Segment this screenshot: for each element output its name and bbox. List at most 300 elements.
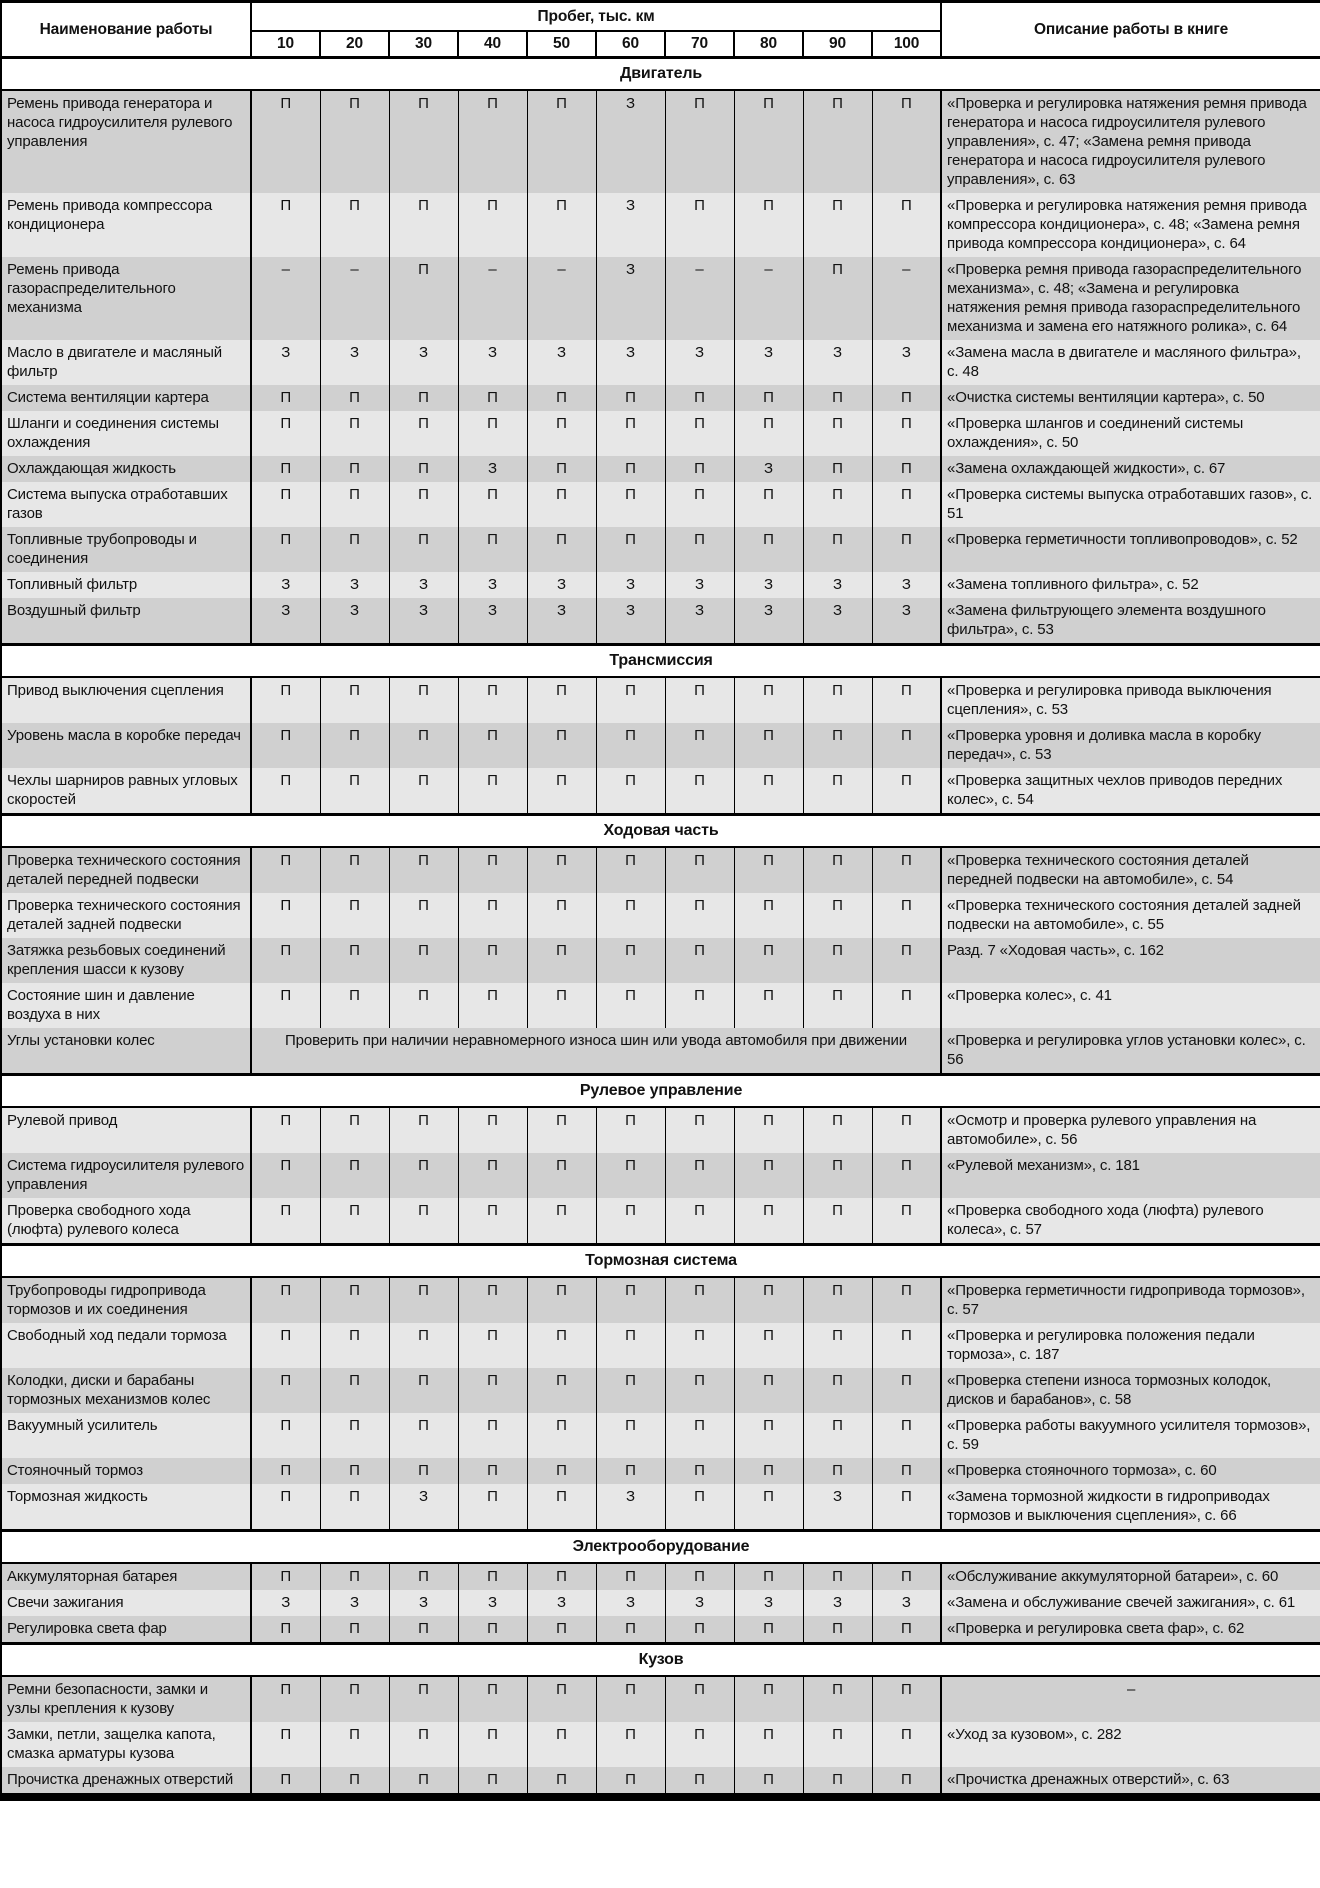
mark-cell: П <box>734 1368 803 1413</box>
mark-cell: П <box>527 1153 596 1198</box>
mark-cell: З <box>596 1590 665 1616</box>
mark-cell: П <box>320 768 389 815</box>
mileage-tick-10: 10 <box>251 31 320 58</box>
mark-cell: П <box>803 768 872 815</box>
work-name-cell: Система выпуска отработавших газов <box>1 482 251 527</box>
table-row <box>1 893 1320 938</box>
mark-cell: П <box>596 411 665 456</box>
mark-cell: П <box>527 90 596 193</box>
mark-cell: П <box>803 385 872 411</box>
mark-cell: З <box>527 572 596 598</box>
mark-cell: П <box>872 1484 941 1531</box>
mark-cell: П <box>803 482 872 527</box>
work-name-cell: Тормозная жидкость <box>1 1484 251 1531</box>
mark-cell: П <box>527 983 596 1028</box>
mark-cell: П <box>527 1563 596 1590</box>
table-row <box>1 1767 1320 1797</box>
work-name-cell: Затяжка резьбовых соединений крепления шасси к кузову <box>1 938 251 983</box>
mark-cell: П <box>596 1277 665 1323</box>
table-row <box>1 847 1320 893</box>
mark-cell: П <box>458 1722 527 1767</box>
mark-cell: П <box>458 938 527 983</box>
mileage-tick-90: 90 <box>803 31 872 58</box>
mark-cell: П <box>527 677 596 723</box>
section-header-row <box>1 1245 1320 1278</box>
mark-cell: П <box>389 1563 458 1590</box>
description-cell: «Рулевой механизм», с. 181 <box>941 1153 1320 1198</box>
mark-cell: З <box>734 340 803 385</box>
work-name-cell: Воздушный фильтр <box>1 598 251 645</box>
description-cell: «Проверка степени износа тормозных колодок, дисков и барабанов», с. 58 <box>941 1368 1320 1413</box>
mark-cell: П <box>803 1198 872 1245</box>
mark-cell: П <box>251 1563 320 1590</box>
mark-cell: П <box>872 1676 941 1722</box>
mark-cell: П <box>803 1413 872 1458</box>
mark-cell: З <box>527 598 596 645</box>
mark-cell: П <box>251 1767 320 1797</box>
section-header-row <box>1 1531 1320 1564</box>
mark-cell: П <box>734 1484 803 1531</box>
mark-cell: П <box>389 1676 458 1722</box>
mark-cell: П <box>803 677 872 723</box>
section-header-row <box>1 815 1320 848</box>
mileage-span-note-cell: Проверить при наличии неравномерного износа шин или увода автомобиля при движении <box>251 1028 941 1075</box>
mark-cell: П <box>389 723 458 768</box>
section-header-row <box>1 1644 1320 1677</box>
mark-cell: З <box>665 340 734 385</box>
mark-cell: П <box>734 90 803 193</box>
mark-cell: П <box>251 1722 320 1767</box>
mark-cell: П <box>251 527 320 572</box>
table-row <box>1 1590 1320 1616</box>
mark-cell: П <box>872 1722 941 1767</box>
mark-cell: П <box>596 938 665 983</box>
work-name-cell: Ремень привода генератора и насоса гидроусилителя рулевого управления <box>1 90 251 193</box>
mileage-tick-100: 100 <box>872 31 941 58</box>
mark-cell: П <box>320 677 389 723</box>
description-cell: «Очистка системы вентиляции картера», с. 50 <box>941 385 1320 411</box>
mark-cell: П <box>734 1722 803 1767</box>
work-name-cell: Шланги и соединения системы охлаждения <box>1 411 251 456</box>
mark-cell: П <box>389 1107 458 1153</box>
mark-cell: П <box>389 893 458 938</box>
work-name-cell: Замки, петли, защелка капота, смазка арматуры кузова <box>1 1722 251 1767</box>
mark-cell: П <box>389 1413 458 1458</box>
mark-cell: П <box>458 847 527 893</box>
mark-cell: П <box>734 1153 803 1198</box>
table-row <box>1 723 1320 768</box>
mark-cell: П <box>527 527 596 572</box>
mark-cell: П <box>872 193 941 257</box>
mark-cell: П <box>665 1198 734 1245</box>
description-cell: «Проверка шлангов и соединений системы охлаждения», с. 50 <box>941 411 1320 456</box>
work-name-cell: Топливные трубопроводы и соединения <box>1 527 251 572</box>
table-row <box>1 983 1320 1028</box>
mark-cell: П <box>803 1458 872 1484</box>
mark-cell: – <box>458 257 527 340</box>
mark-cell: П <box>596 1722 665 1767</box>
mark-cell: П <box>734 1458 803 1484</box>
mark-cell: П <box>527 1107 596 1153</box>
mark-cell: П <box>458 1277 527 1323</box>
mark-cell: П <box>803 938 872 983</box>
mark-cell: П <box>320 1277 389 1323</box>
work-name-cell: Охлаждающая жидкость <box>1 456 251 482</box>
table-row <box>1 1484 1320 1531</box>
mark-cell: З <box>527 1590 596 1616</box>
description-cell: «Проверка и регулировка света фар», с. 62 <box>941 1616 1320 1644</box>
mark-cell: П <box>251 411 320 456</box>
mark-cell: П <box>320 847 389 893</box>
mark-cell: П <box>389 1198 458 1245</box>
mark-cell: П <box>734 983 803 1028</box>
mark-cell: П <box>320 1616 389 1644</box>
mark-cell: П <box>596 1458 665 1484</box>
mark-cell: П <box>665 1676 734 1722</box>
table-row <box>1 1563 1320 1590</box>
mark-cell: П <box>872 1458 941 1484</box>
mark-cell: З <box>872 598 941 645</box>
table-row <box>1 1413 1320 1458</box>
mark-cell: З <box>734 572 803 598</box>
mark-cell: П <box>389 1277 458 1323</box>
table-row <box>1 1107 1320 1153</box>
mark-cell: П <box>389 411 458 456</box>
mark-cell: П <box>734 1413 803 1458</box>
table-row <box>1 1458 1320 1484</box>
mark-cell: П <box>320 456 389 482</box>
description-cell: «Проверка и регулировка натяжения ремня привода генератора и насоса гидроусилителя рулевого управления», с. 47; «Замена ремня привода генератора и насоса гидроусилителя рулевого управления», с. 63 <box>941 90 1320 193</box>
mark-cell: П <box>665 1368 734 1413</box>
mark-cell: П <box>803 1368 872 1413</box>
table-header <box>1 2 1320 58</box>
mark-cell: П <box>320 411 389 456</box>
mark-cell: З <box>734 598 803 645</box>
mark-cell: П <box>527 1368 596 1413</box>
mileage-tick-20: 20 <box>320 31 389 58</box>
mark-cell: П <box>665 411 734 456</box>
mark-cell: П <box>320 893 389 938</box>
table-body <box>1 58 1320 1798</box>
mark-cell: П <box>320 1484 389 1531</box>
mark-cell: З <box>320 572 389 598</box>
description-cell: Разд. 7 «Ходовая часть», с. 162 <box>941 938 1320 983</box>
work-name-cell: Углы установки колес <box>1 1028 251 1075</box>
work-name-cell: Система гидроусилителя рулевого управления <box>1 1153 251 1198</box>
mark-cell: П <box>803 1323 872 1368</box>
mark-cell: П <box>320 1458 389 1484</box>
mark-cell: П <box>596 385 665 411</box>
col-header-mileage: Пробег, тыс. км <box>251 2 941 32</box>
mark-cell: П <box>596 1323 665 1368</box>
mark-cell: П <box>665 456 734 482</box>
mark-cell: П <box>320 1198 389 1245</box>
mark-cell: П <box>803 1153 872 1198</box>
mark-cell: П <box>734 1616 803 1644</box>
work-name-cell: Свободный ход педали тормоза <box>1 1323 251 1368</box>
work-name-cell: Стояночный тормоз <box>1 1458 251 1484</box>
description-cell: «Замена топливного фильтра», с. 52 <box>941 572 1320 598</box>
mark-cell: П <box>527 1676 596 1722</box>
mark-cell: П <box>803 90 872 193</box>
mark-cell: З <box>596 257 665 340</box>
section-title: Тормозная система <box>1 1245 1320 1278</box>
mark-cell: П <box>527 1767 596 1797</box>
section-title: Трансмиссия <box>1 645 1320 678</box>
mark-cell: П <box>803 193 872 257</box>
mark-cell: П <box>872 385 941 411</box>
table-row <box>1 527 1320 572</box>
mark-cell: З <box>458 1590 527 1616</box>
work-name-cell: Система вентиляции картера <box>1 385 251 411</box>
mark-cell: П <box>665 385 734 411</box>
mark-cell: П <box>527 723 596 768</box>
mark-cell: П <box>458 983 527 1028</box>
mark-cell: З <box>320 598 389 645</box>
table-row <box>1 90 1320 193</box>
mark-cell: – <box>734 257 803 340</box>
mark-cell: П <box>665 1484 734 1531</box>
mark-cell: П <box>389 527 458 572</box>
mark-cell: П <box>251 1484 320 1531</box>
mark-cell: П <box>734 893 803 938</box>
mark-cell: П <box>596 723 665 768</box>
mark-cell: П <box>251 90 320 193</box>
mark-cell: П <box>389 1458 458 1484</box>
mark-cell: П <box>665 1107 734 1153</box>
mark-cell: П <box>527 1323 596 1368</box>
mark-cell: П <box>803 1277 872 1323</box>
mileage-tick-60: 60 <box>596 31 665 58</box>
mark-cell: П <box>734 527 803 572</box>
mark-cell: П <box>458 1413 527 1458</box>
mark-cell: П <box>596 1368 665 1413</box>
table-row <box>1 1028 1320 1075</box>
mark-cell: П <box>251 1616 320 1644</box>
mark-cell: П <box>389 1722 458 1767</box>
mark-cell: П <box>734 1676 803 1722</box>
mark-cell: П <box>596 1676 665 1722</box>
mark-cell: П <box>320 983 389 1028</box>
mark-cell: П <box>872 482 941 527</box>
mark-cell: П <box>251 1368 320 1413</box>
mark-cell: П <box>320 482 389 527</box>
section-title: Электрооборудование <box>1 1531 1320 1564</box>
mark-cell: П <box>596 847 665 893</box>
mark-cell: П <box>596 677 665 723</box>
mark-cell: П <box>458 1323 527 1368</box>
mark-cell: П <box>665 938 734 983</box>
mark-cell: З <box>389 340 458 385</box>
mark-cell: П <box>527 1722 596 1767</box>
mark-cell: З <box>251 572 320 598</box>
mark-cell: З <box>665 598 734 645</box>
mark-cell: П <box>320 1323 389 1368</box>
mark-cell: П <box>596 527 665 572</box>
mark-cell: П <box>320 723 389 768</box>
mark-cell: П <box>665 527 734 572</box>
mark-cell: П <box>872 411 941 456</box>
mark-cell: П <box>251 677 320 723</box>
work-name-cell: Проверка свободного хода (люфта) рулевого колеса <box>1 1198 251 1245</box>
mark-cell: П <box>251 193 320 257</box>
description-cell: «Прочистка дренажных отверстий», с. 63 <box>941 1767 1320 1797</box>
section-title: Ходовая часть <box>1 815 1320 848</box>
table-row <box>1 193 1320 257</box>
mark-cell: П <box>389 768 458 815</box>
mark-cell: П <box>389 1153 458 1198</box>
header-row-top <box>1 2 1320 32</box>
mark-cell: П <box>803 983 872 1028</box>
mark-cell: П <box>596 1767 665 1797</box>
mark-cell: П <box>665 1563 734 1590</box>
mark-cell: П <box>665 723 734 768</box>
mark-cell: П <box>803 527 872 572</box>
mark-cell: З <box>665 572 734 598</box>
table-row <box>1 1153 1320 1198</box>
section-title: Рулевое управление <box>1 1075 1320 1108</box>
mark-cell: П <box>320 1413 389 1458</box>
work-name-cell: Состояние шин и давление воздуха в них <box>1 983 251 1028</box>
mark-cell: П <box>320 1563 389 1590</box>
mileage-tick-70: 70 <box>665 31 734 58</box>
mark-cell: З <box>251 340 320 385</box>
col-header-description: Описание работы в книге <box>941 2 1320 58</box>
mark-cell: П <box>251 1458 320 1484</box>
mark-cell: П <box>872 1323 941 1368</box>
mark-cell: П <box>458 1616 527 1644</box>
mark-cell: П <box>872 768 941 815</box>
description-cell: «Проверка технического состояния деталей передней подвески на автомобиле», с. 54 <box>941 847 1320 893</box>
mark-cell: З <box>389 572 458 598</box>
section-title: Двигатель <box>1 58 1320 91</box>
description-cell: «Замена охлаждающей жидкости», с. 67 <box>941 456 1320 482</box>
mark-cell: П <box>458 385 527 411</box>
mark-cell: П <box>665 90 734 193</box>
mark-cell: З <box>803 1484 872 1531</box>
description-cell: «Осмотр и проверка рулевого управления на автомобиле», с. 56 <box>941 1107 1320 1153</box>
mark-cell: П <box>458 1458 527 1484</box>
mark-cell: П <box>320 385 389 411</box>
mark-cell: П <box>251 847 320 893</box>
mark-cell: П <box>458 768 527 815</box>
mark-cell: П <box>665 1323 734 1368</box>
mark-cell: З <box>596 1484 665 1531</box>
description-cell: «Проверка ремня привода газораспределительного механизма», с. 48; «Замена и регулировка натяжения ремня привода газораспределительного механизма и замена его натяжного ролика», с. 64 <box>941 257 1320 340</box>
work-name-cell: Привод выключения сцепления <box>1 677 251 723</box>
mark-cell: П <box>389 847 458 893</box>
mark-cell: П <box>872 1153 941 1198</box>
mark-cell: П <box>734 847 803 893</box>
mark-cell: З <box>872 1590 941 1616</box>
mark-cell: П <box>665 983 734 1028</box>
mark-cell: П <box>458 90 527 193</box>
description-cell: «Проверка работы вакуумного усилителя тормозов», с. 59 <box>941 1413 1320 1458</box>
mark-cell: П <box>665 1458 734 1484</box>
table-row <box>1 340 1320 385</box>
table-row <box>1 482 1320 527</box>
work-name-cell: Колодки, диски и барабаны тормозных механизмов колес <box>1 1368 251 1413</box>
mark-cell: П <box>251 1323 320 1368</box>
mark-cell: П <box>458 1368 527 1413</box>
mark-cell: П <box>596 1413 665 1458</box>
mark-cell: П <box>734 193 803 257</box>
mark-cell: П <box>527 456 596 482</box>
work-name-cell: Топливный фильтр <box>1 572 251 598</box>
mark-cell: П <box>389 90 458 193</box>
mileage-tick-40: 40 <box>458 31 527 58</box>
mark-cell: П <box>458 527 527 572</box>
mark-cell: П <box>527 938 596 983</box>
mark-cell: П <box>389 1767 458 1797</box>
mark-cell: П <box>803 411 872 456</box>
section-title: Кузов <box>1 1644 1320 1677</box>
mark-cell: П <box>458 677 527 723</box>
mark-cell: З <box>320 1590 389 1616</box>
mark-cell: П <box>527 1277 596 1323</box>
description-cell: – <box>941 1676 1320 1722</box>
description-cell: «Проверка и регулировка привода выключения сцепления», с. 53 <box>941 677 1320 723</box>
mark-cell: – <box>251 257 320 340</box>
mark-cell: П <box>734 723 803 768</box>
mark-cell: П <box>665 482 734 527</box>
table-row <box>1 572 1320 598</box>
mark-cell: З <box>803 572 872 598</box>
description-cell: «Проверка герметичности гидропривода тормозов», с. 57 <box>941 1277 1320 1323</box>
mark-cell: З <box>596 572 665 598</box>
description-cell: «Замена фильтрующего элемента воздушного фильтра», с. 53 <box>941 598 1320 645</box>
mark-cell: П <box>389 983 458 1028</box>
mark-cell: П <box>665 1616 734 1644</box>
mark-cell: П <box>665 677 734 723</box>
description-cell: «Замена и обслуживание свечей зажигания», с. 61 <box>941 1590 1320 1616</box>
mark-cell: П <box>803 1767 872 1797</box>
mark-cell: П <box>458 1676 527 1722</box>
mark-cell: П <box>251 1153 320 1198</box>
mark-cell: П <box>320 1153 389 1198</box>
work-name-cell: Чехлы шарниров равных угловых скоростей <box>1 768 251 815</box>
description-cell: «Проверка системы выпуска отработавших газов», с. 51 <box>941 482 1320 527</box>
mark-cell: П <box>872 527 941 572</box>
mark-cell: П <box>596 482 665 527</box>
mark-cell: П <box>803 456 872 482</box>
description-cell: «Проверка и регулировка углов установки колес», с. 56 <box>941 1028 1320 1075</box>
table-row <box>1 768 1320 815</box>
mark-cell: П <box>803 1676 872 1722</box>
mark-cell: П <box>458 411 527 456</box>
mark-cell: П <box>734 1323 803 1368</box>
mark-cell: П <box>872 1413 941 1458</box>
mileage-tick-50: 50 <box>527 31 596 58</box>
mark-cell: П <box>872 847 941 893</box>
mark-cell: З <box>734 1590 803 1616</box>
table-row <box>1 1368 1320 1413</box>
table-row <box>1 1323 1320 1368</box>
section-header-row <box>1 645 1320 678</box>
mark-cell: П <box>734 1277 803 1323</box>
mark-cell: П <box>872 893 941 938</box>
mark-cell: П <box>734 938 803 983</box>
mark-cell: П <box>803 1563 872 1590</box>
mark-cell: З <box>872 340 941 385</box>
mark-cell: П <box>320 1722 389 1767</box>
mark-cell: П <box>527 1458 596 1484</box>
mark-cell: П <box>458 1107 527 1153</box>
mark-cell: З <box>803 340 872 385</box>
mark-cell: З <box>596 598 665 645</box>
mark-cell: П <box>596 1198 665 1245</box>
description-cell: «Замена масла в двигателе и масляного фильтра», с. 48 <box>941 340 1320 385</box>
